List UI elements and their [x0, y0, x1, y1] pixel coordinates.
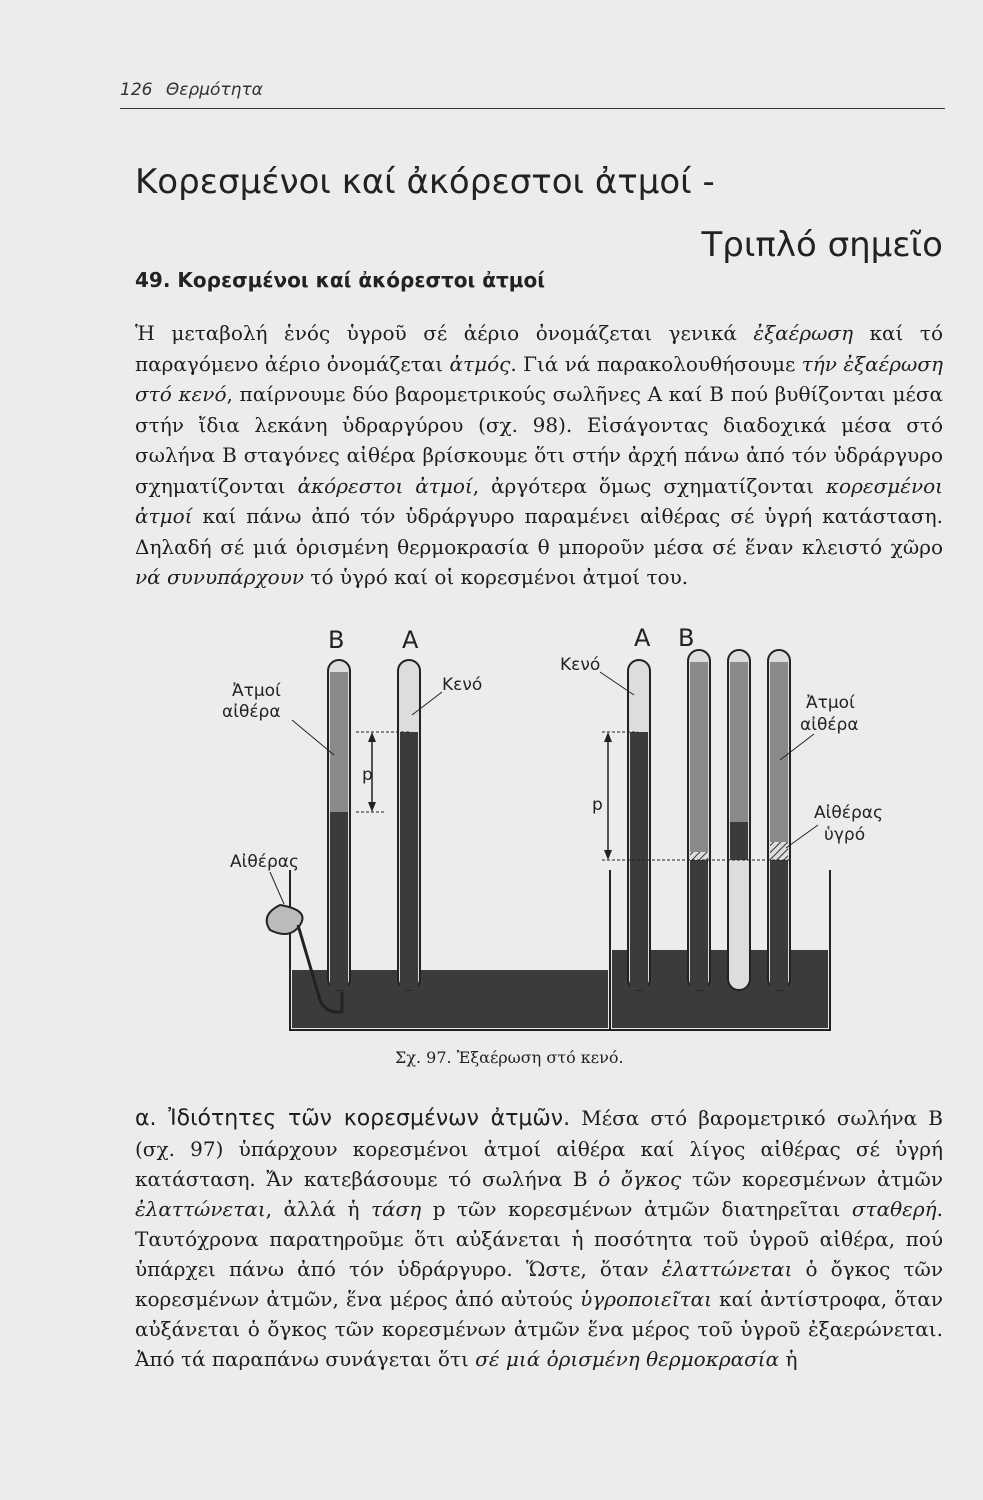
- right-vapor-label-1: Ἀτμοί: [806, 693, 855, 713]
- left-vacuum-label: Κενό: [442, 675, 483, 695]
- emphasis: νά συνυπάρχουν: [135, 565, 305, 589]
- page-header: [120, 80, 945, 109]
- emphasis: ἀτμός: [449, 351, 511, 376]
- text-run: p τῶν κορεσμένων ἀτμῶν διατηρεῖται: [421, 1197, 852, 1221]
- section-heading: 49. Κορεσμένοι καί ἀκόρεστοι ἀτμοί: [135, 268, 546, 292]
- left-tube-a-label: Α: [402, 626, 419, 654]
- left-ether-label: Αἰθέρας: [230, 852, 299, 872]
- tube-a-right-mercury: [630, 732, 648, 990]
- right-pressure-label: p: [592, 795, 603, 815]
- left-vapor-label-2: αἰθέρα: [222, 702, 281, 722]
- running-section-title: Θερμότητα: [165, 80, 263, 100]
- right-vacuum-label: Κενό: [560, 655, 601, 675]
- emphasis: κορεσμένοι ἀτμοί: [135, 473, 943, 528]
- emphasis: σταθερή: [851, 1197, 937, 1221]
- tube-a-mercury: [400, 732, 418, 990]
- tube-b-vapor: [330, 672, 348, 812]
- chapter-title-line2: Τριπλό σημεῖο: [701, 225, 943, 265]
- text-run: ὁ ὄγκος τῶν κορεσμένων ἀτμῶν, ἕνα μέρος ἀπό αὐτούς: [135, 1257, 943, 1311]
- emphasis: ὑγροποιεῖται: [580, 1287, 713, 1311]
- emphasis: τάση: [370, 1197, 422, 1221]
- tube-b-mercury: [330, 812, 348, 990]
- text-run: τῶν κορεσμένων ἀτμῶν: [681, 1167, 944, 1191]
- subsection-title: α. Ἰδιότητες τῶν κορεσμένων ἀτμῶν.: [135, 1106, 571, 1131]
- text-run: Ἡ μεταβολή ἑνός ὑγροῦ σέ ἀέριο ὀνομάζεται γενικά: [135, 321, 754, 345]
- text-run: καί πάνω ἀπό τόν ὑδράργυρο παραμένει αἰθέρας σέ ὑγρή κατάσταση. Δηλαδή σέ μιά ὁρισμένη θερμοκρασία θ μποροῦν μέσα σέ ἕναν κλειστό χῶρο: [135, 504, 943, 559]
- chapter-title-line1: Κορεσμένοι καί ἀκόρεστοι ἀτμοί -: [135, 162, 715, 202]
- left-pressure-label: p: [362, 765, 373, 785]
- emphasis: ἐλαττώνεται: [135, 1197, 266, 1221]
- emphasis: ὁ ὄγκος: [598, 1167, 682, 1191]
- emphasis: τήν ἐξαέρωση στό κενό: [135, 351, 944, 406]
- ether-dropper: [267, 905, 303, 934]
- right-tube-b-label: Β: [678, 624, 695, 652]
- page-number: 126: [120, 80, 153, 100]
- emphasis: ἀκόρεστοι ἀτμοί: [297, 473, 473, 498]
- text-run: , ἀργότερα ὅμως σχηματίζονται: [472, 473, 826, 498]
- text-run: , παίρνουμε δύο βαρομετρικούς σωλῆνες Α καί Β πού βυθίζονται μέσα στήν ἴδια λεκάνη ὑδραργύρου (σχ. 98). Εἰσάγοντας διαδοχικά μέσα στό σωλήνα Β σταγόνες αἰθέρα βρίσκουμε ὅτι στήν ἀρχή πάνω ἀπό τόν ὑδράργυρο σχηματίζονται: [135, 382, 943, 498]
- left-apparatus: [222, 626, 610, 1030]
- text-run: ἡ: [779, 1347, 798, 1371]
- right-vapor-label-2: αἰθέρα: [800, 715, 859, 735]
- emphasis: ἐξαέρωση: [753, 321, 854, 345]
- left-tube-b-label: Β: [328, 626, 345, 654]
- text-run: , ἀλλά ἡ: [265, 1197, 371, 1221]
- left-vapor-label-1: Ἀτμοί: [232, 681, 281, 701]
- text-run: καί ἀντίστροφα, ὅταν αὐξάνεται ὁ ὄγκος τῶν κορεσμένων ἀτμῶν ἕνα μέρος τοῦ ὑγροῦ ἐξαερώνεται. Ἀπό τά παραπάνω συνάγεται ὅτι: [135, 1287, 943, 1371]
- text-run: καί τό παραγόμενο ἀέριο ὀνομάζεται: [135, 321, 943, 376]
- figure-97: [210, 620, 900, 1040]
- right-apparatus: [560, 624, 883, 1030]
- paragraph-1: [135, 318, 943, 593]
- right-tube-a-label: Α: [634, 624, 651, 652]
- right-liquid-label-1: Αἰθέρας: [814, 803, 883, 823]
- paragraph-2: [135, 1103, 943, 1374]
- text-run: . Ταυτόχρονα παρατηροῦμε ὅτι αὐξάνεται ἡ ποσότητα τοῦ ὑγροῦ αἰθέρα, πού ὑπάρχει πάνω ἀπό τόν ὑδράργυρο. Ὥστε, ὅταν: [135, 1197, 943, 1281]
- text-run: Μέσα στό βαρομετρικό σωλήνα Β (σχ. 97) ὑπάρχουν κορεσμένοι ἀτμοί αἰθέρα καί λίγος αἰθέρας σέ ὑγρή κατάσταση. Ἄν κατεβάσουμε τό σωλήνα Β: [135, 1106, 943, 1191]
- text-run: . Γιά νά παρακολουθήσουμε: [510, 351, 802, 376]
- figure-caption: Σχ. 97. Ἐξαέρωση στό κενό.: [395, 1048, 624, 1067]
- emphasis: σέ μιά ὁρισμένη θερμοκρασία: [475, 1347, 780, 1371]
- emphasis: ἐλαττώνεται: [661, 1257, 793, 1281]
- right-liquid-label-2: ὑγρό: [824, 825, 866, 845]
- text-run: τό ὑγρό καί οἱ κορεσμένοι ἀτμοί του.: [304, 565, 689, 589]
